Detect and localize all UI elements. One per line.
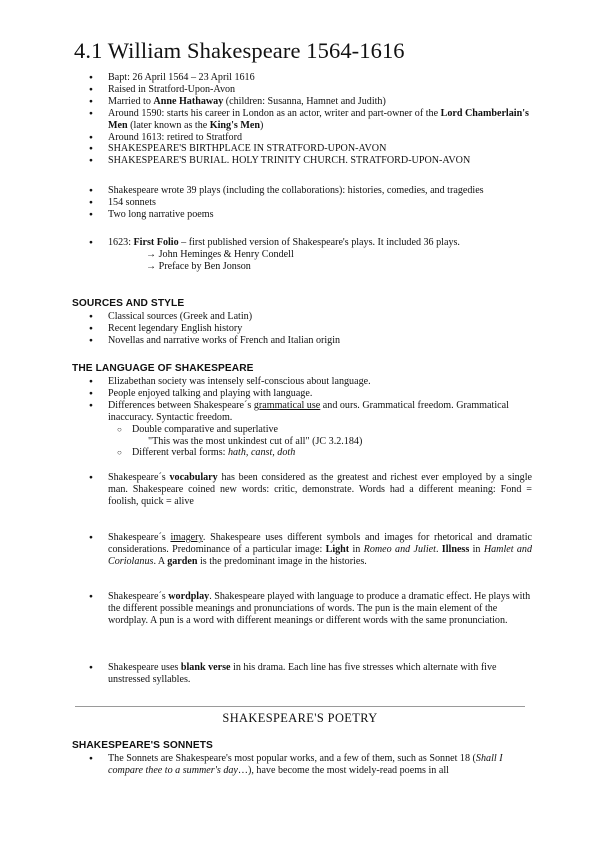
bold-text: Illness (441, 543, 470, 555)
bold-text: Light (325, 543, 350, 555)
wordplay-list (72, 591, 532, 627)
list-item: ● Bapt: 26 April 1564 – 23 April 1616 (72, 72, 532, 84)
list-item: ● Raised in Stratford-Upon-Avon (72, 84, 532, 96)
text: Shakespeare´s (108, 532, 171, 543)
list-item: ● People enjoyed talking and playing with language. (72, 388, 532, 400)
italic-text: Shall I compare thee to a summer's day (108, 753, 503, 776)
section-heading: SOURCES AND STYLE (72, 298, 185, 309)
biography-list (72, 72, 532, 167)
bold-text: King's Men (209, 119, 260, 131)
arrow-line: → John Heminges & Henry Condell (146, 248, 294, 260)
vocabulary-list (72, 472, 532, 508)
text: Shakespeare´s (108, 591, 169, 602)
text: in (349, 543, 364, 555)
text: is the predominant image in the histories. (197, 555, 367, 567)
sonnets-list (72, 753, 532, 777)
bold-text: Lord Chamberlain's Men (108, 107, 529, 131)
list-item (72, 662, 532, 686)
text: The Sonnets are Shakespeare's most popular works, and a few of them, such as Sonnet 18 ( (108, 753, 476, 764)
list-item (72, 400, 532, 424)
section-heading: THE LANGUAGE OF SHAKESPEARE (72, 363, 254, 374)
list-item: ● Novellas and narrative works of French and Italian origin (72, 335, 532, 347)
italic-text: Hamlet and Coriolanus (108, 543, 532, 567)
works-list (72, 185, 532, 221)
sub-list-item (72, 447, 532, 459)
quote-line: "This was the most unkindest cut of all" (JC 3.2.184) (148, 435, 363, 447)
list-item (72, 591, 532, 627)
text: has been considered as the greatest and richest ever employed by a single man. Shakespeare coined new words: critic, demonstrate. Words had a different meaning: Fond = foolish, quick = alive (108, 472, 532, 507)
underlined-text: imagery (170, 532, 203, 543)
bold-text: garden (167, 555, 198, 567)
text: ) (259, 119, 264, 131)
list-item: ● SHAKESPEARE'S BIRTHPLACE IN STRATFORD-UPON-AVON (72, 143, 532, 155)
imagery-list (72, 532, 532, 568)
bold-text: First Folio (133, 237, 179, 248)
sources-list (72, 311, 532, 347)
sub-list-item: ○ Double comparative and superlative (72, 424, 532, 436)
italic-text: Romeo and Juliet (363, 543, 436, 555)
list-item: ● Two long narrative poems (72, 209, 532, 221)
text: – first published version of Shakespeare's plays. It included 36 plays. (178, 237, 460, 248)
list-item: ● Around 1613: retired to Stratford (72, 132, 532, 144)
text: . (435, 543, 442, 555)
list-item: ● Elizabethan society was intensely self-conscious about language. (72, 376, 532, 388)
text: Married to (108, 95, 154, 107)
text: . Shakespeare uses different symbols and images for rhetorical and dramatic considerations. Predominance of a particular image: (108, 532, 532, 555)
text: Different verbal forms: (132, 447, 228, 459)
bold-text: blank verse (180, 662, 231, 673)
list-item: ● SHAKESPEARE'S BURIAL. HOLY TRINITY CHURCH. STRATFORD-UPON-AVON (72, 155, 532, 167)
bold-text: wordplay (168, 591, 210, 602)
folio-list (72, 237, 532, 273)
section-heading: SHAKESPEARE'S SONNETS (72, 740, 213, 751)
text: Shakespeare uses (108, 662, 181, 673)
underlined-text: grammatical use (253, 399, 321, 411)
arrow-line: → Preface by Ben Jonson (146, 260, 251, 272)
list-item: ● Recent legendary English history (72, 323, 532, 335)
horizontal-divider (75, 706, 525, 707)
bold-text: vocabulary (169, 472, 218, 483)
text: . Shakespeare played with language to produce a dramatic effect. He plays with the different possible meanings and pronunciations of words. The pun is the main element of the wordplay. A pun is a word with different meanings or different words with the same pronunciation. (108, 591, 531, 626)
list-item: ● Classical sources (Greek and Latin) (72, 311, 532, 323)
list-item (72, 96, 532, 108)
text: Differences between Shakespeare´s (108, 399, 254, 411)
text: in his drama. Each line has five stresses which alternate with five unstressed syllables. (108, 662, 497, 685)
list-item (72, 753, 532, 777)
list-item (72, 472, 532, 508)
italic-text: hath, canst, doth (227, 447, 296, 459)
text: Around 1590: starts his career in London as an actor, writer and part-owner of the (108, 107, 441, 119)
text: 1623: (108, 237, 134, 248)
blank-verse-list (72, 662, 532, 686)
text: (children: Susanna, Hamnet and Judith) (223, 95, 386, 107)
text: (later known as the (127, 119, 210, 131)
text: in (469, 543, 484, 555)
text: Shakespeare´s (108, 472, 170, 483)
list-item: ● Shakespeare wrote 39 plays (including the collaborations): histories, comedies, and tragedies (72, 185, 532, 197)
page-title: 4.1 William Shakespeare 1564-1616 (74, 38, 405, 63)
list-item: ● 154 sonnets (72, 197, 532, 209)
text: …), have become the most widely-read poems in all (237, 764, 449, 776)
text: . A (153, 555, 168, 567)
language-list (72, 376, 532, 459)
list-item (72, 108, 532, 132)
bold-text: Anne Hathaway (153, 95, 224, 107)
text: and ours. Grammatical freedom. Grammatical inaccuracy. Syntactic freedom. (108, 399, 509, 423)
list-item (72, 237, 532, 249)
section-title: SHAKESPEARE'S POETRY (222, 711, 378, 725)
list-item (72, 532, 532, 568)
